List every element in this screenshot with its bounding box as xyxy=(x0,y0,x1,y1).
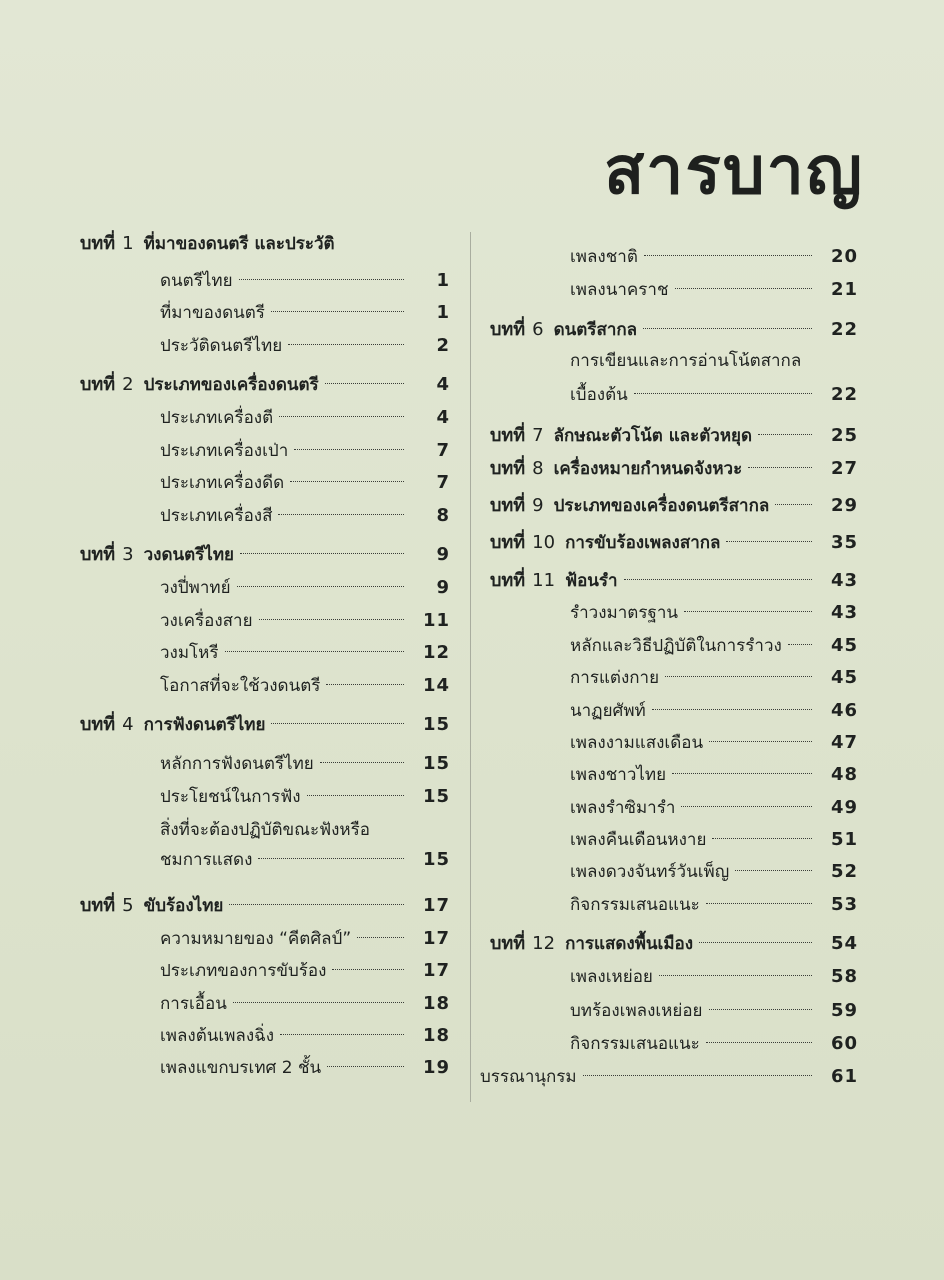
page-number: 22 xyxy=(830,319,858,340)
toc-entry xyxy=(160,1021,450,1051)
page-number: 53 xyxy=(830,894,858,915)
dot-leader xyxy=(258,858,404,859)
chapter-prefix xyxy=(80,540,144,570)
dot-leader xyxy=(307,795,404,796)
dot-leader xyxy=(709,741,812,742)
page-number: 58 xyxy=(830,966,858,987)
chapter-title: การแสดงพื้นเมือง xyxy=(565,934,694,954)
dot-leader xyxy=(239,279,404,280)
page-number: 43 xyxy=(830,602,858,623)
page-number: 54 xyxy=(830,933,858,954)
toc-entry xyxy=(570,760,858,790)
toc-chapter-entry xyxy=(80,891,450,921)
toc-entry xyxy=(570,346,858,376)
chapter-number: 4 xyxy=(122,714,134,735)
page-number: 21 xyxy=(830,279,858,300)
toc-entry xyxy=(160,782,450,812)
page-number: 47 xyxy=(830,732,858,753)
section-title: กิจกรรมเสนอแนะ xyxy=(570,1034,700,1054)
chapter-number: 10 xyxy=(532,532,556,553)
dot-leader xyxy=(709,1009,812,1010)
page-number: 52 xyxy=(830,861,858,882)
page-number: 20 xyxy=(830,246,858,267)
page-number: 4 xyxy=(436,407,450,428)
chapter-title: ประเภทของเครื่องดนตรี xyxy=(143,375,319,395)
chapter-word: บทที่ xyxy=(490,425,526,446)
section-title: ที่มาของดนตรี xyxy=(160,303,265,323)
section-title: เพลงงามแสงเดือน xyxy=(570,733,704,753)
section-title: เพลงนาคราช xyxy=(570,280,669,300)
page-number: 27 xyxy=(830,458,858,479)
dot-leader xyxy=(706,903,812,904)
dot-leader xyxy=(583,1075,812,1076)
dot-leader xyxy=(788,644,812,645)
toc-entry xyxy=(570,857,858,887)
section-title: บรรณานุกรม xyxy=(480,1067,577,1087)
toc-entry xyxy=(160,749,450,779)
chapter-prefix xyxy=(490,315,554,345)
chapter-word: บทที่ xyxy=(490,458,526,479)
dot-leader xyxy=(712,838,812,839)
toc-chapter-entry xyxy=(490,454,858,484)
page-number: 48 xyxy=(830,764,858,785)
chapter-title: ฟ้อนรำ xyxy=(565,571,618,591)
toc-entry xyxy=(160,298,450,328)
dot-leader xyxy=(652,709,812,710)
toc-entry xyxy=(570,631,858,661)
section-title: วงมโหรี xyxy=(160,643,219,663)
toc-entry xyxy=(160,436,450,466)
page-number: 7 xyxy=(436,440,450,461)
dot-leader xyxy=(665,676,812,677)
section-title: ประเภทของการขับร้อง xyxy=(160,961,327,981)
dot-leader xyxy=(278,514,404,515)
page-number: 18 xyxy=(422,993,450,1014)
toc-entry xyxy=(570,728,858,758)
chapter-prefix xyxy=(80,370,144,400)
toc-entry xyxy=(570,996,858,1026)
dot-leader xyxy=(279,416,404,417)
dot-leader xyxy=(288,344,404,345)
page-number: 14 xyxy=(422,675,450,696)
dot-leader xyxy=(644,255,812,256)
chapter-number: 5 xyxy=(122,895,134,916)
section-title: กิจกรรมเสนอแนะ xyxy=(570,895,700,915)
dot-leader xyxy=(681,806,812,807)
page-number: 59 xyxy=(830,1000,858,1021)
section-title: นาฏยศัพท์ xyxy=(570,701,646,721)
dot-leader xyxy=(643,328,812,329)
page-number: 17 xyxy=(422,960,450,981)
page-number: 51 xyxy=(830,829,858,850)
dot-leader xyxy=(684,611,812,612)
chapter-word: บทที่ xyxy=(80,233,116,254)
toc-entry xyxy=(570,825,858,855)
dot-leader xyxy=(634,393,812,394)
toc-entry xyxy=(480,1062,858,1092)
dot-leader xyxy=(327,1066,404,1067)
chapter-number: 2 xyxy=(122,374,134,395)
page-number: 9 xyxy=(436,544,450,565)
chapter-title: การฟังดนตรีไทย xyxy=(143,715,266,735)
chapter-word: บทที่ xyxy=(80,374,116,395)
page-title: สารบาญ xyxy=(604,132,864,209)
page-number: 15 xyxy=(422,786,450,807)
toc-entry xyxy=(570,793,858,823)
section-title: ประเภทเครื่องดีด xyxy=(160,473,285,493)
toc-entry xyxy=(160,989,450,1019)
chapter-prefix xyxy=(490,528,565,558)
column-divider xyxy=(470,232,471,1102)
section-title: การแต่งกาย xyxy=(570,668,660,688)
chapter-title: ขับร้องไทย xyxy=(143,896,224,916)
chapter-prefix xyxy=(80,229,144,259)
toc-entry xyxy=(570,962,858,992)
chapter-prefix xyxy=(490,929,565,959)
chapter-number: 1 xyxy=(122,233,134,254)
toc-entry xyxy=(160,924,450,954)
chapter-word: บทที่ xyxy=(80,544,116,565)
dot-leader xyxy=(758,434,812,435)
dot-leader xyxy=(320,762,404,763)
toc-chapter-entry xyxy=(490,491,858,521)
chapter-number: 11 xyxy=(532,570,556,591)
page-number: 17 xyxy=(422,895,450,916)
page-number: 15 xyxy=(422,849,450,870)
dot-leader xyxy=(294,449,404,450)
section-title: เพลงชาติ xyxy=(570,247,638,267)
page-number: 15 xyxy=(422,714,450,735)
toc-chapter-entry xyxy=(80,370,450,400)
toc-entry xyxy=(160,501,450,531)
chapter-word: บทที่ xyxy=(490,319,526,340)
toc-chapter-entry xyxy=(80,710,450,740)
toc-entry xyxy=(160,331,450,361)
page-number: 17 xyxy=(422,928,450,949)
toc-entry xyxy=(160,815,450,845)
dot-leader xyxy=(659,975,812,976)
dot-leader xyxy=(699,942,812,943)
chapter-number: 12 xyxy=(532,933,556,954)
chapter-word: บทที่ xyxy=(490,495,526,516)
section-title: บทร้องเพลงเหย่อย xyxy=(570,1001,703,1021)
chapter-title: เครื่องหมายกำหนดจังหวะ xyxy=(553,459,743,479)
page-number: 4 xyxy=(436,374,450,395)
toc-chapter-entry xyxy=(490,315,858,345)
page-number: 1 xyxy=(436,270,450,291)
section-title: เพลงต้นเพลงฉิ่ง xyxy=(160,1026,275,1046)
dot-leader xyxy=(237,586,404,587)
section-title: เพลงเหย่อย xyxy=(570,967,653,987)
chapter-word: บทที่ xyxy=(80,895,116,916)
toc-entry xyxy=(570,242,858,272)
page-number: 11 xyxy=(422,610,450,631)
page-number: 46 xyxy=(830,700,858,721)
chapter-title: ลักษณะตัวโน้ต และตัวหยุด xyxy=(553,426,753,446)
section-title: การเขียนและการอ่านโน้ตสากล xyxy=(570,351,802,371)
chapter-number: 9 xyxy=(532,495,544,516)
section-title: เบื้องต้น xyxy=(570,385,628,405)
page-number: 18 xyxy=(422,1025,450,1046)
section-title: ประเภทเครื่องตี xyxy=(160,408,274,428)
toc-entry xyxy=(570,1029,858,1059)
chapter-title: ประเภทของเครื่องดนตรีสากล xyxy=(553,496,770,516)
dot-leader xyxy=(271,311,404,312)
toc-chapter-entry xyxy=(80,229,450,259)
dot-leader xyxy=(624,579,812,580)
page-number: 60 xyxy=(830,1033,858,1054)
page-number: 9 xyxy=(436,577,450,598)
chapter-prefix xyxy=(490,421,554,451)
toc-entry xyxy=(160,266,450,296)
dot-leader xyxy=(735,870,812,871)
toc-entry xyxy=(570,696,858,726)
toc-entry xyxy=(570,380,858,410)
chapter-word: บทที่ xyxy=(490,933,526,954)
toc-entry xyxy=(570,275,858,305)
dot-leader xyxy=(225,651,404,652)
toc-entry xyxy=(570,663,858,693)
dot-leader xyxy=(706,1042,812,1043)
chapter-prefix xyxy=(490,491,554,521)
section-title: สิ่งที่จะต้องปฏิบัติขณะฟังหรือ xyxy=(160,820,370,840)
chapter-word: บทที่ xyxy=(80,714,116,735)
dot-leader xyxy=(229,904,404,905)
chapter-number: 3 xyxy=(122,544,134,565)
chapter-word: บทที่ xyxy=(490,532,526,553)
section-title: หลักการฟังดนตรีไทย xyxy=(160,754,314,774)
section-title: ดนตรีไทย xyxy=(160,271,233,291)
dot-leader xyxy=(357,937,404,938)
toc-chapter-entry xyxy=(80,540,450,570)
page-number: 12 xyxy=(422,642,450,663)
toc-entry xyxy=(160,638,450,668)
toc-entry xyxy=(570,598,858,628)
page-number: 1 xyxy=(436,302,450,323)
section-title: โอกาสที่จะใช้วงดนตรี xyxy=(160,676,321,696)
toc-entry xyxy=(160,403,450,433)
toc-chapter-entry xyxy=(490,421,858,451)
section-title: หลักและวิธีปฏิบัติในการรำวง xyxy=(570,636,782,656)
section-title: ประโยชน์ในการฟัง xyxy=(160,787,301,807)
dot-leader xyxy=(726,541,812,542)
page-number: 2 xyxy=(436,335,450,356)
dot-leader xyxy=(240,553,404,554)
section-title: เพลงแขกบรเทศ 2 ชั้น xyxy=(160,1058,322,1078)
dot-leader xyxy=(748,467,812,468)
chapter-number: 6 xyxy=(532,319,544,340)
chapter-title: ดนตรีสากล xyxy=(553,320,638,340)
section-title: รำวงมาตรฐาน xyxy=(570,603,678,623)
section-title: เพลงชาวไทย xyxy=(570,765,667,785)
dot-leader xyxy=(280,1034,404,1035)
toc-entry xyxy=(160,671,450,701)
page-number: 15 xyxy=(422,753,450,774)
page-number: 22 xyxy=(830,384,858,405)
page-number: 19 xyxy=(422,1057,450,1078)
dot-leader xyxy=(259,619,404,620)
page-number: 45 xyxy=(830,635,858,656)
section-title: ประวัติดนตรีไทย xyxy=(160,336,283,356)
toc-chapter-entry xyxy=(490,929,858,959)
chapter-prefix xyxy=(80,891,144,921)
dot-leader xyxy=(326,684,404,685)
chapter-number: 7 xyxy=(532,425,544,446)
toc-chapter-entry xyxy=(490,528,858,558)
dot-leader xyxy=(675,288,813,289)
toc-entry xyxy=(160,606,450,636)
toc-entry xyxy=(160,1053,450,1083)
toc-entry xyxy=(570,890,858,920)
dot-leader xyxy=(271,723,404,724)
dot-leader xyxy=(775,504,812,505)
section-title: ความหมายของ “คีตศิลป์” xyxy=(160,929,352,949)
page-number: 45 xyxy=(830,667,858,688)
chapter-prefix xyxy=(490,454,554,484)
page-number: 35 xyxy=(830,532,858,553)
page-number: 43 xyxy=(830,570,858,591)
dot-leader xyxy=(233,1002,404,1003)
toc-chapter-entry xyxy=(490,566,858,596)
section-title: ประเภทเครื่องสี xyxy=(160,506,273,526)
page-number: 8 xyxy=(436,505,450,526)
section-title: ประเภทเครื่องเป่า xyxy=(160,441,289,461)
page-number: 25 xyxy=(830,425,858,446)
section-title: เพลงดวงจันทร์วันเพ็ญ xyxy=(570,862,730,882)
section-title: เพลงคืนเดือนหงาย xyxy=(570,830,707,850)
chapter-prefix xyxy=(490,566,565,596)
page-number: 7 xyxy=(436,472,450,493)
dot-leader xyxy=(325,383,404,384)
section-title: วงปี่พาทย์ xyxy=(160,578,231,598)
chapter-title: ที่มาของดนตรี และประวัติ xyxy=(143,234,335,254)
dot-leader xyxy=(332,969,404,970)
toc-entry xyxy=(160,956,450,986)
chapter-word: บทที่ xyxy=(490,570,526,591)
dot-leader xyxy=(290,481,404,482)
chapter-title: วงดนตรีไทย xyxy=(143,545,235,565)
chapter-number: 8 xyxy=(532,458,544,479)
chapter-title: การขับร้องเพลงสากล xyxy=(565,533,721,553)
chapter-prefix xyxy=(80,710,144,740)
section-title: ชมการแสดง xyxy=(160,850,253,870)
page-number: 61 xyxy=(830,1066,858,1087)
page-number: 49 xyxy=(830,797,858,818)
page-number: 29 xyxy=(830,495,858,516)
toc-entry xyxy=(160,573,450,603)
section-title: เพลงรำซิมารำ xyxy=(570,798,676,818)
section-title: วงเครื่องสาย xyxy=(160,611,253,631)
toc-entry xyxy=(160,468,450,498)
toc-entry xyxy=(160,845,450,875)
dot-leader xyxy=(672,773,812,774)
section-title: การเอื้อน xyxy=(160,994,227,1014)
